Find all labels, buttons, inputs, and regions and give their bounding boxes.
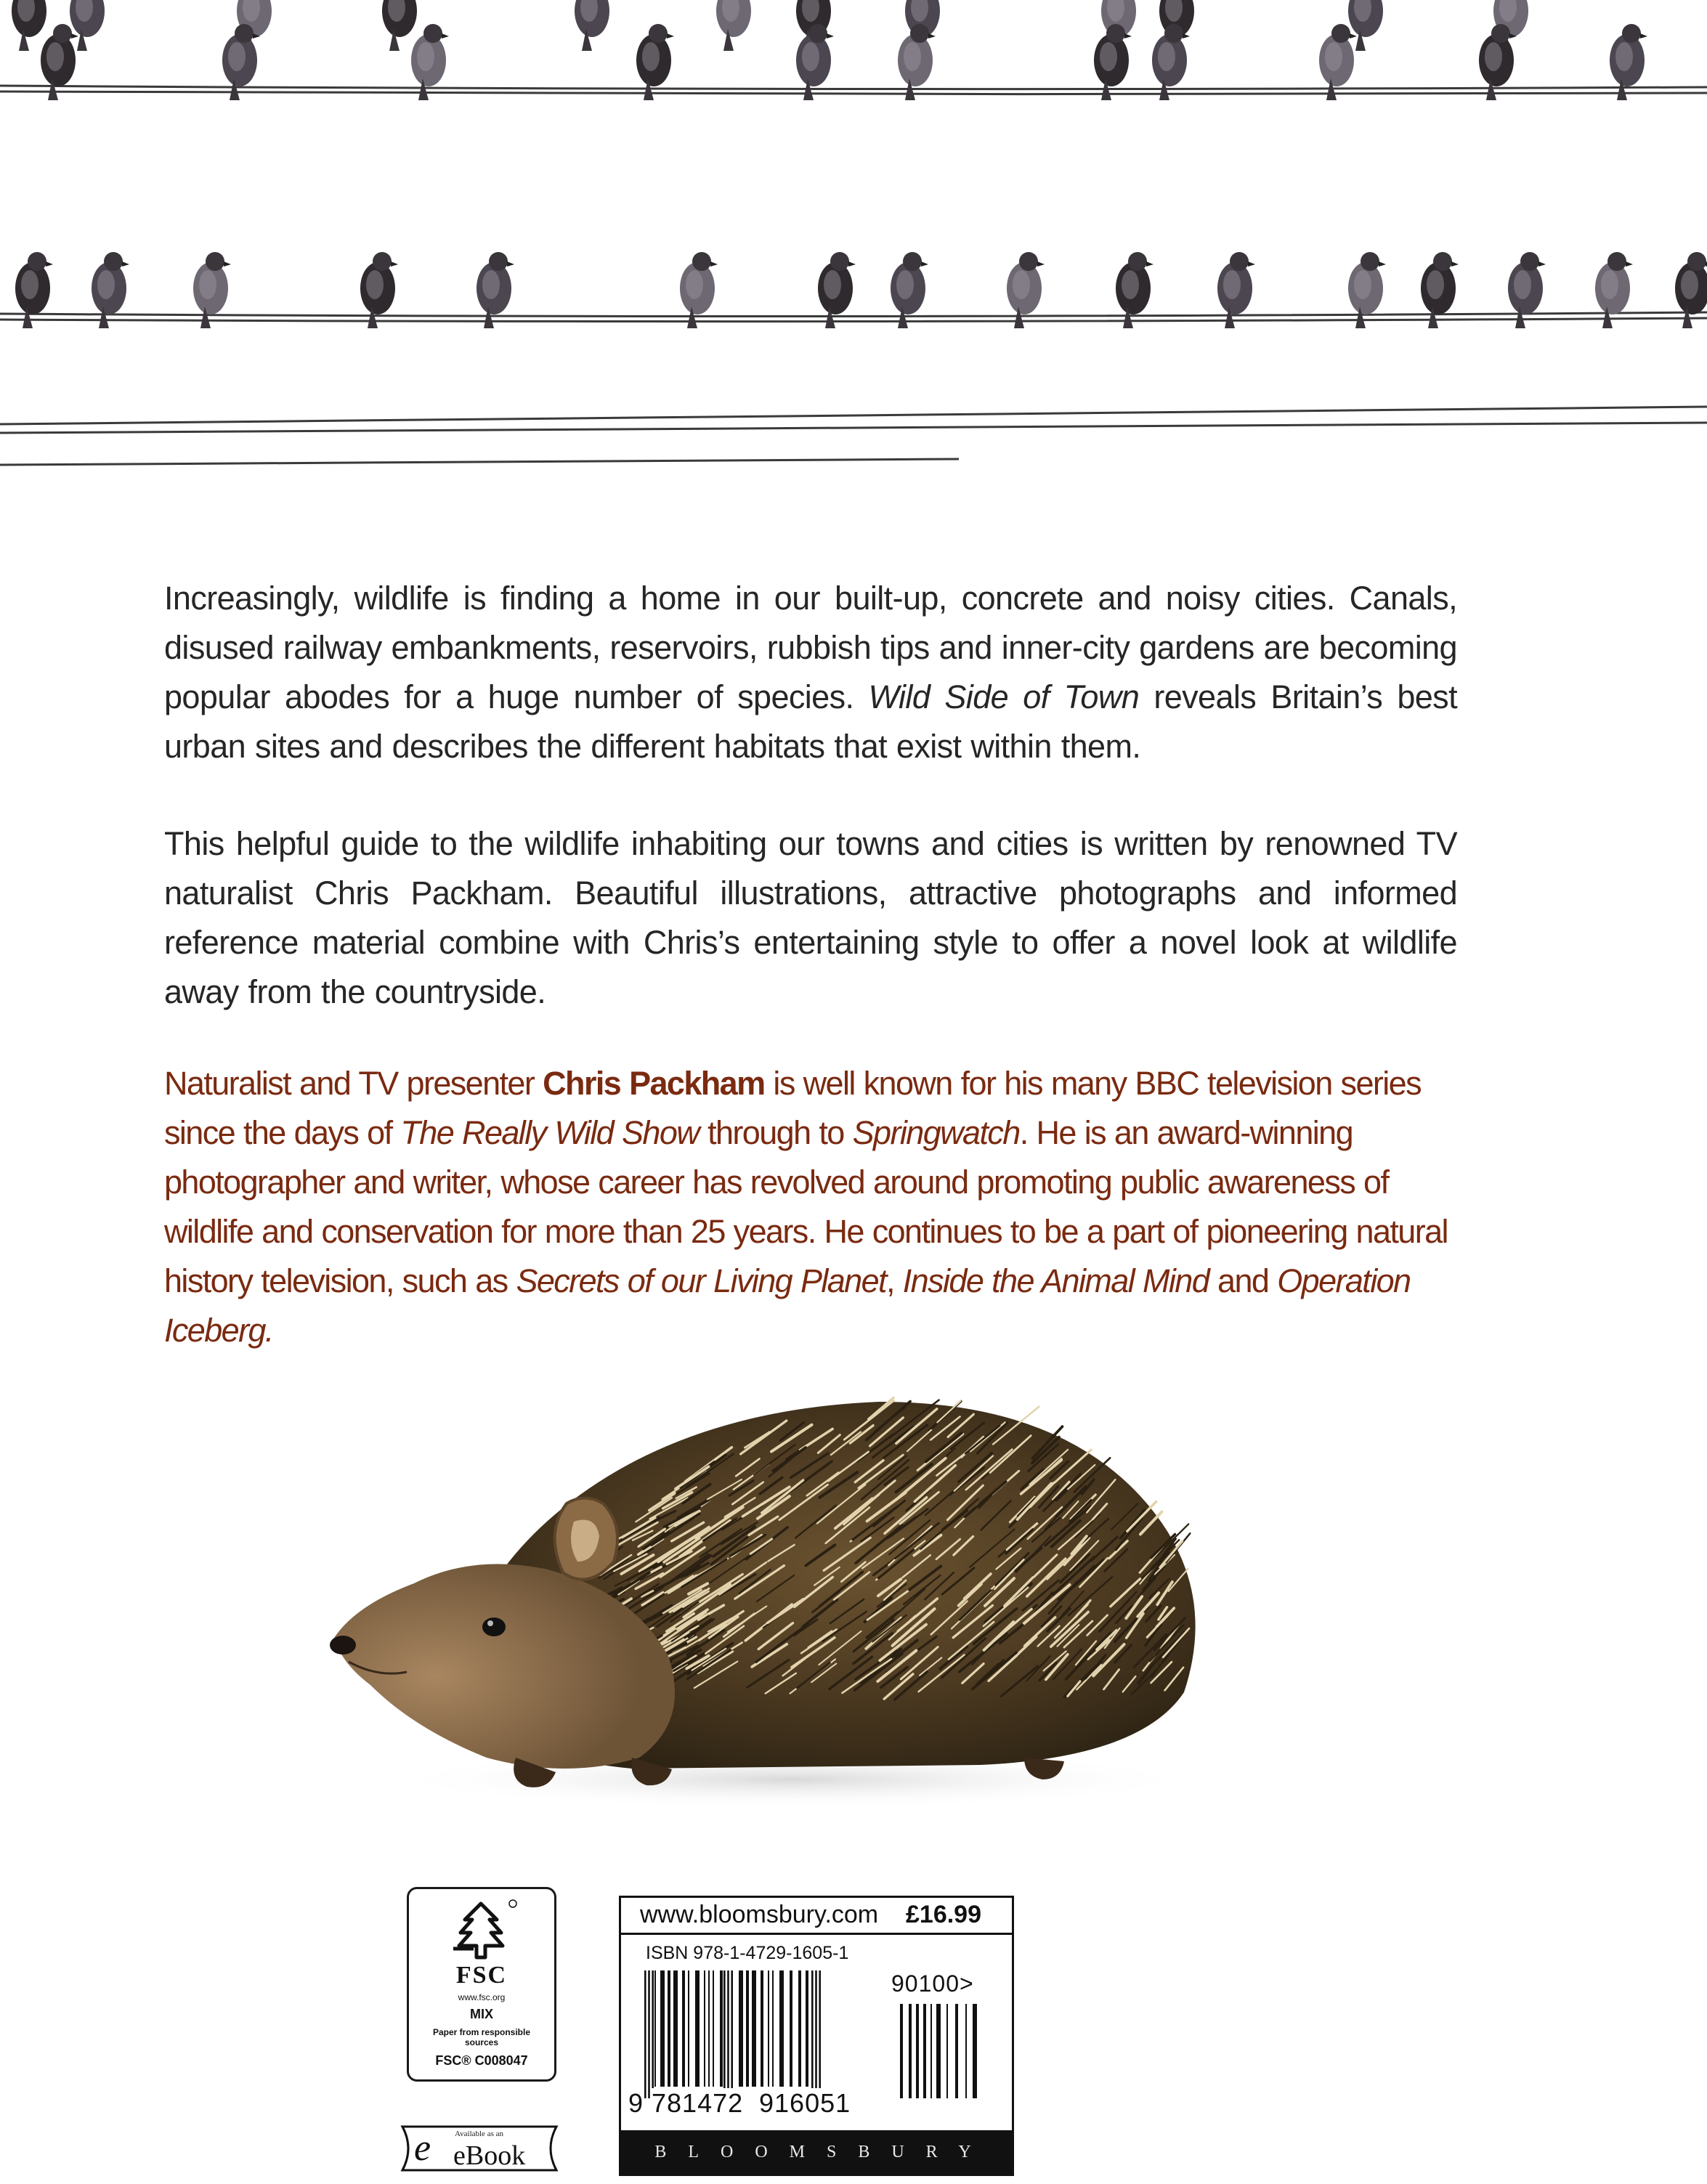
- blurb-paragraph-1: Increasingly, wildlife is finding a home in our built-up, concrete and noisy cities. Canals, disused railway embankments, reservoirs, rubbish tips and inner-city gardens are becoming popular abodes for a huge number of species. Wild Side of Town reveals Britain’s best urban sites and describes the different habitats that exist within them.: [164, 580, 1457, 765]
- ebook-available-text: Available as an: [455, 2130, 503, 2138]
- pigeon-icon: [1421, 252, 1459, 328]
- pigeon-icon: [222, 24, 260, 100]
- pigeon-icon: [1348, 0, 1386, 51]
- pigeons-on-wires-photo: [0, 0, 1707, 479]
- author-name: Chris Packham: [543, 1065, 765, 1102]
- barcode-header: [621, 1898, 1012, 1935]
- pigeon-icon: [12, 0, 49, 51]
- pigeon-icon: [1217, 252, 1255, 328]
- pigeon-icon: [1610, 24, 1647, 100]
- fsc-tree-icon: [442, 1898, 520, 1962]
- isbn: ISBN 978-1-4729-1605-1: [646, 1943, 849, 1963]
- fsc-name: FSC: [455, 1962, 508, 1989]
- fsc-paper-note: Paper from responsible sources: [432, 2027, 531, 2047]
- barcode-digits-left: 781472: [652, 2088, 744, 2118]
- publisher-url: www.bloomsbury.com: [640, 1901, 879, 1928]
- author-bio: Naturalist and TV presenter Chris Packham is well known for his many BBC television series since the days of The Really Wild Show through to Springwatch. He is an award-winning photographer and writer, whose career has revolved around promoting public awareness of wildlife and conservation for more than 25 years. He continues to be a part of pioneering natural history television, such as Secrets of our Living Planet, Inside the Animal Mind and Operation Iceberg.: [164, 1065, 1448, 1349]
- blurb-paragraph-2: This helpful guide to the wildlife inhabiting our towns and cities is written by renowned TV naturalist Chris Packham. Beautiful illustrations, attractive photographs and informed reference material combine with Chris’s entertaining style to offer a novel look at wildlife away from the countryside.: [164, 825, 1457, 1010]
- fsc-certification-logo: [407, 1887, 556, 2082]
- fsc-mix-label: MIX: [469, 2007, 493, 2021]
- fsc-license-code: FSC® C008047: [435, 2053, 528, 2068]
- pigeon-icon: [92, 252, 129, 328]
- pigeon-icon: [575, 0, 612, 51]
- barcode-panel: [619, 1896, 1014, 2176]
- price: £16.99: [906, 1901, 981, 1928]
- pigeon-icon: [716, 0, 754, 51]
- pigeon-icon: [41, 24, 78, 100]
- hedgehog-icon: [327, 1351, 1271, 1816]
- pigeon-flock: [12, 0, 1707, 328]
- pigeon-icon: [193, 252, 231, 328]
- barcode-addon-digits: 90100>: [891, 1970, 974, 1997]
- barcode-digits-right: 916051: [759, 2088, 851, 2118]
- pigeon-icon: [382, 0, 420, 51]
- pigeon-icon: [1508, 252, 1546, 328]
- ebook-letter: e: [414, 2127, 431, 2169]
- publisher-name: BLOOMSBURY: [621, 2130, 1012, 2174]
- fsc-url: www.fsc.org: [458, 1992, 506, 2002]
- pigeon-icon: [1595, 252, 1633, 328]
- book-title: Wild Side of Town: [868, 678, 1140, 715]
- pigeon-icon: [1348, 252, 1386, 328]
- ebook-word: eBook: [453, 2140, 526, 2171]
- ebook-badge: [392, 2124, 567, 2173]
- pigeon-icon: [360, 252, 398, 328]
- barcode-digit-prefix: 9: [628, 2088, 644, 2118]
- pigeon-icon: [1116, 252, 1153, 328]
- pigeon-icon: [15, 252, 53, 328]
- pigeon-icon: [1675, 252, 1707, 328]
- pigeon-icon: [70, 0, 108, 51]
